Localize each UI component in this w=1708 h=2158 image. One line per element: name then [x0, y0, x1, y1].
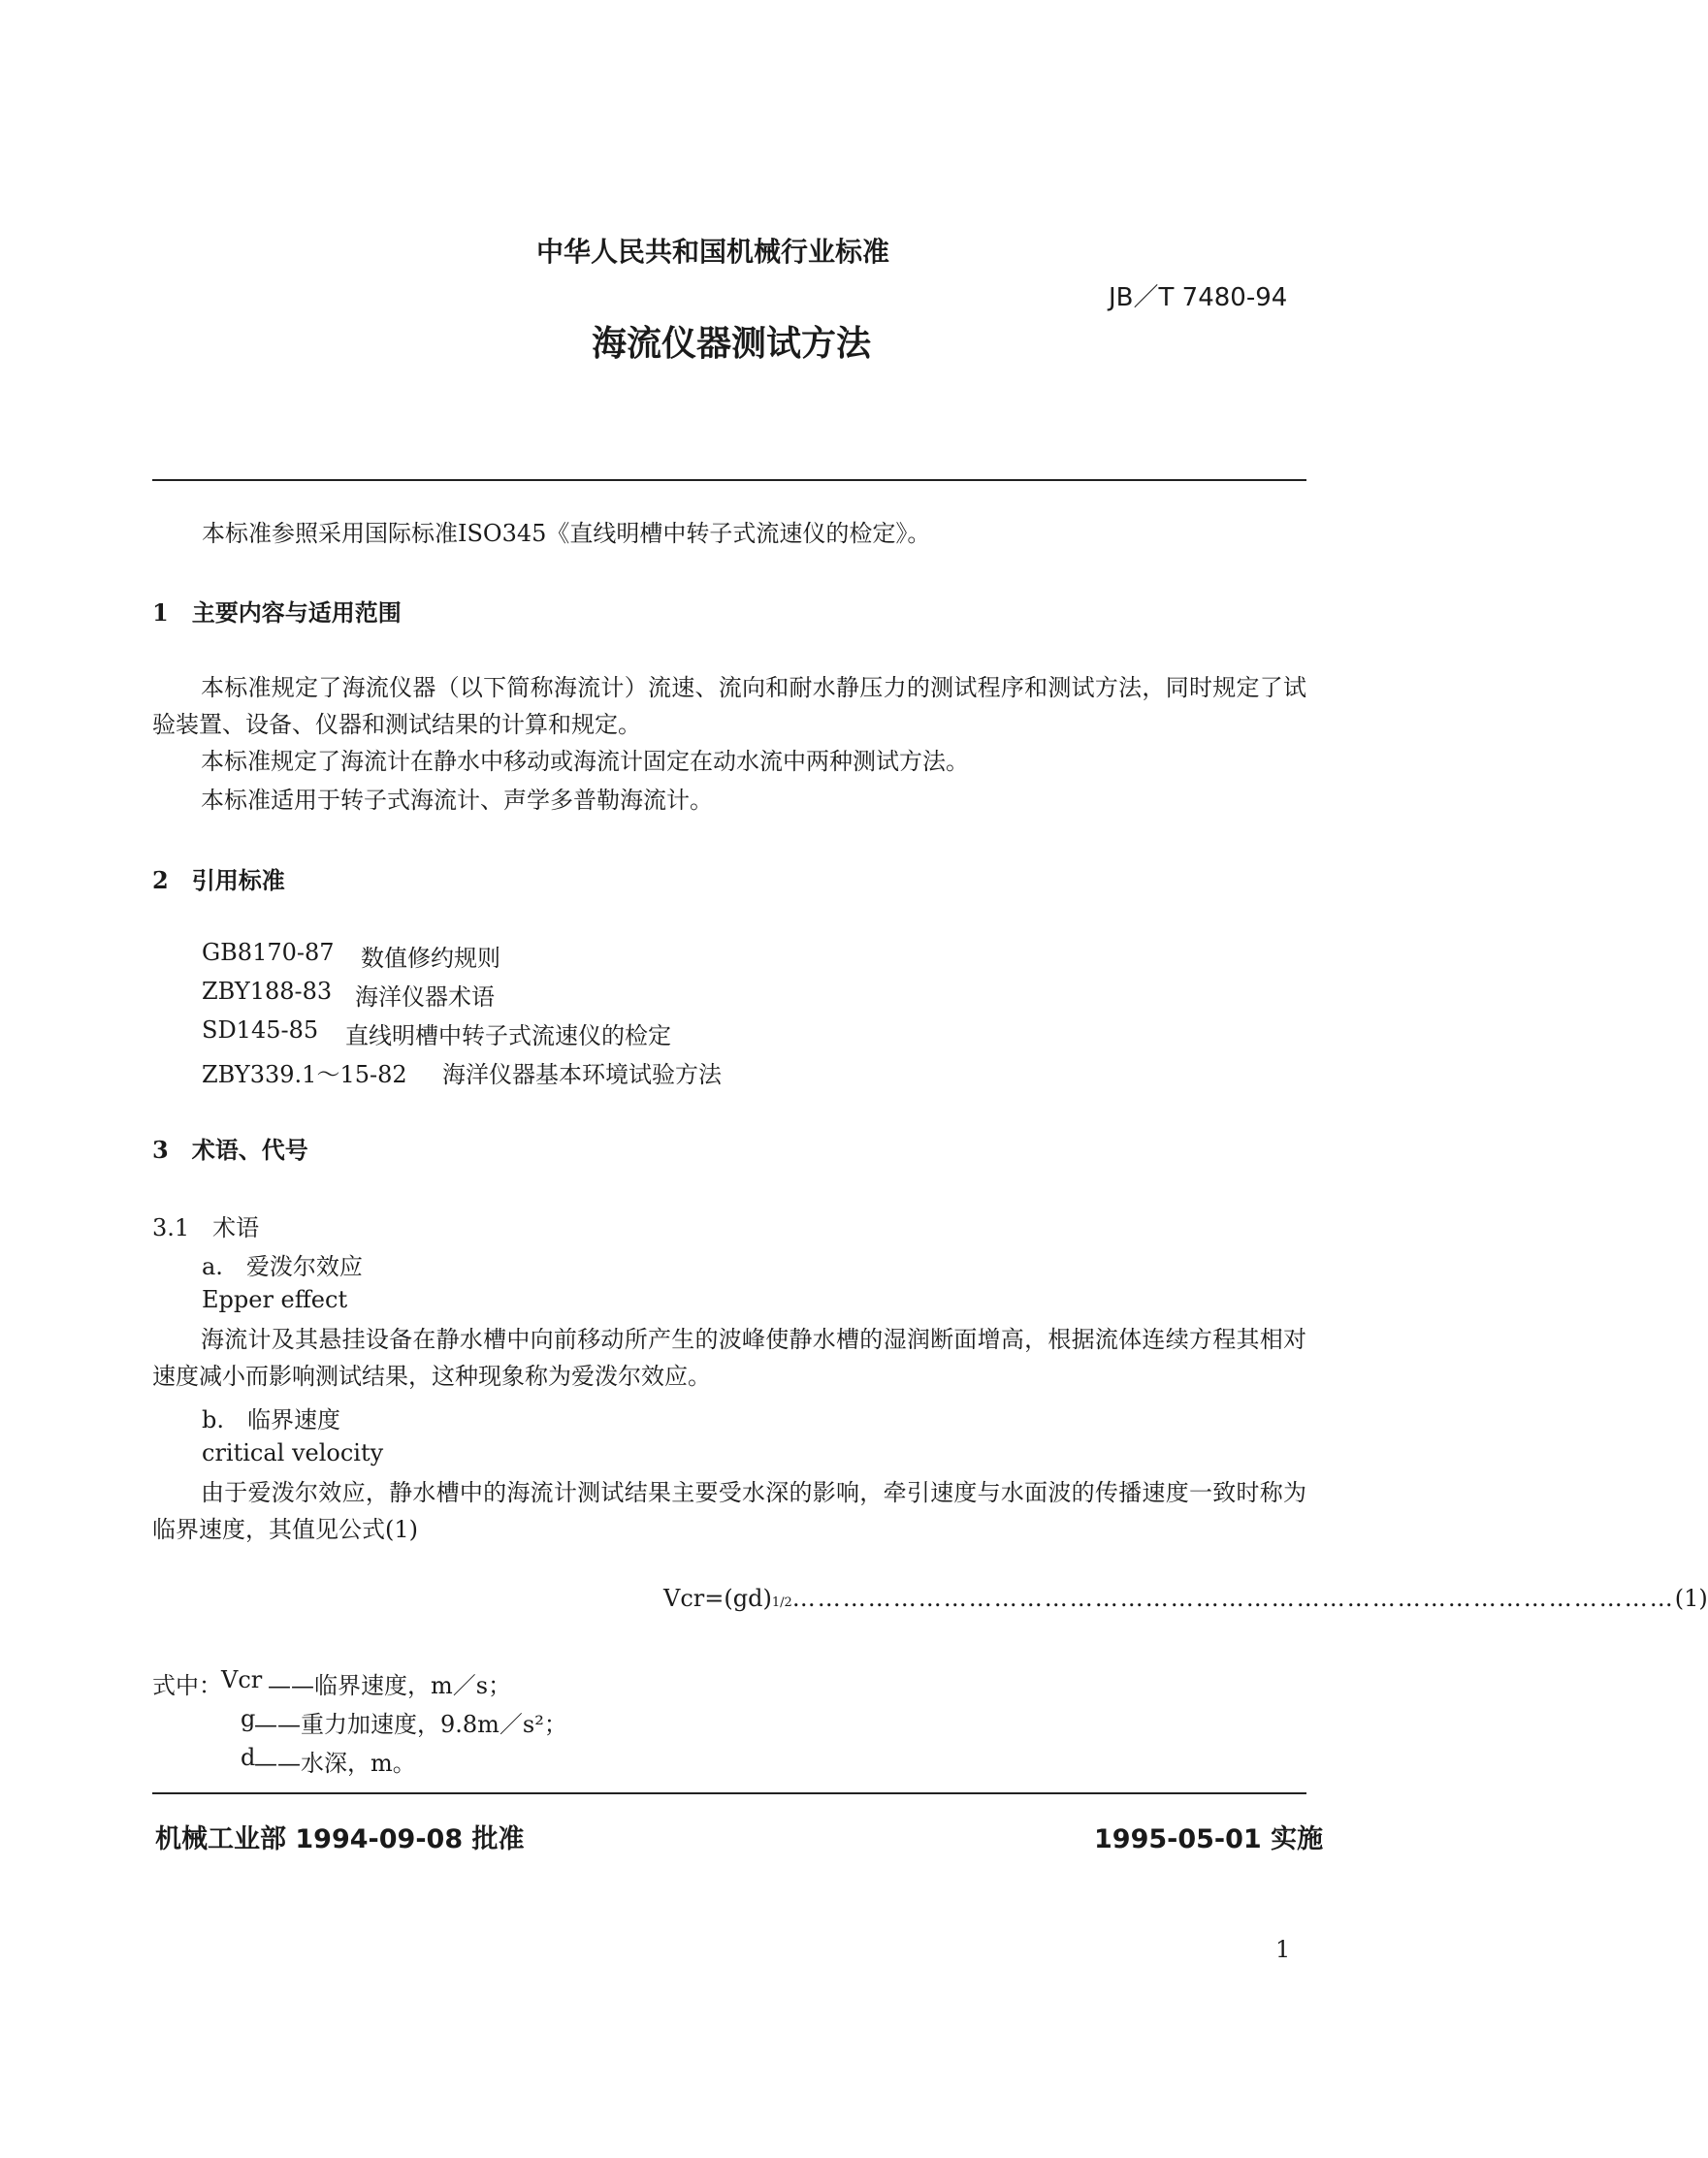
variable-description: ——水深，m。 — [254, 1750, 416, 1777]
bottom-divider — [152, 1792, 1306, 1794]
formula-1 — [663, 1585, 1708, 1612]
reference-name: 海洋仪器术语 — [355, 983, 495, 1011]
subsection-3-1-heading: 3.1 术语 — [152, 1214, 260, 1241]
term-b-english: critical velocity — [202, 1439, 384, 1466]
term-a-label: a. 爱泼尔效应 — [202, 1253, 363, 1280]
where-prefix: 式中： — [152, 1672, 222, 1699]
document-title: 海流仪器测试方法 — [592, 324, 872, 364]
section-1-paragraph: 本标准规定了海流仪器（以下简称海流计）流速、流向和耐水静压力的测试程序和测试方法，同时规定了试验装置、设备、仪器和测试结果的计算和规定。 — [152, 674, 1306, 738]
top-divider — [152, 479, 1306, 481]
reference-code: SD145-85 — [202, 1016, 319, 1044]
reference-name: 直线明槽中转子式流速仪的检定 — [345, 1022, 671, 1049]
term-a-definition: 海流计及其悬挂设备在静水槽中向前移动所产生的波峰使静水槽的湿润断面增高，根据流体连续方程其相对速度减小而影响测试结果，这种现象称为爱泼尔效应。 — [152, 1326, 1306, 1390]
standard-code: JB／T 7480-94 — [1109, 283, 1288, 312]
variable-symbol: Vcr — [221, 1666, 263, 1693]
section-1-paragraph: 本标准规定了海流计在静水中移动或海流计固定在动水流中两种测试方法。 — [201, 748, 969, 775]
approval-line: 机械工业部 1994-09-08 批准 — [155, 1824, 525, 1854]
reference-code: ZBY339.1～15-82 — [202, 1061, 407, 1088]
term-b-definition: 由于爱泼尔效应，静水槽中的海流计测试结果主要受水深的影响，牵引速度与水面波的传播速度一致时称为临界速度，其值见公式(1) — [152, 1479, 1306, 1543]
variable-symbol: d — [241, 1744, 256, 1771]
reference-code: ZBY188-83 — [202, 978, 333, 1005]
term-a-english: Epper effect — [202, 1286, 348, 1313]
reference-code: GB8170-87 — [202, 939, 335, 966]
org-standard-title: 中华人民共和国机械行业标准 — [536, 236, 890, 268]
reference-name: 海洋仪器基本环境试验方法 — [442, 1061, 722, 1088]
formula-exponent: 1/2 — [771, 1595, 792, 1610]
page-number: 1 — [1275, 1936, 1291, 1963]
section-1-paragraph: 本标准适用于转子式海流计、声学多普勒海流计。 — [201, 787, 713, 814]
section-1-heading: 1 主要内容与适用范围 — [152, 598, 402, 627]
intro-statement: 本标准参照采用国际标准ISO345《直线明槽中转子式流速仪的检定》。 — [202, 520, 931, 547]
effective-date-line: 1995-05-01 实施 — [1094, 1824, 1324, 1854]
formula-lhs: Vcr=(gd) — [663, 1585, 772, 1612]
variable-description: ——重力加速度，9.8m／s²； — [254, 1711, 567, 1738]
reference-name: 数值修约规则 — [361, 945, 500, 972]
variable-symbol: g — [241, 1705, 256, 1732]
formula-number: (1) — [1674, 1585, 1708, 1612]
term-b-label: b. 临界速度 — [202, 1406, 340, 1433]
section-2-heading: 2 引用标准 — [152, 866, 285, 894]
variable-description: ——临界速度，m／s； — [268, 1672, 512, 1699]
formula-leader-dots: …………………………………………………………………………………………… — [791, 1585, 1675, 1612]
section-3-heading: 3 术语、代号 — [152, 1136, 308, 1164]
